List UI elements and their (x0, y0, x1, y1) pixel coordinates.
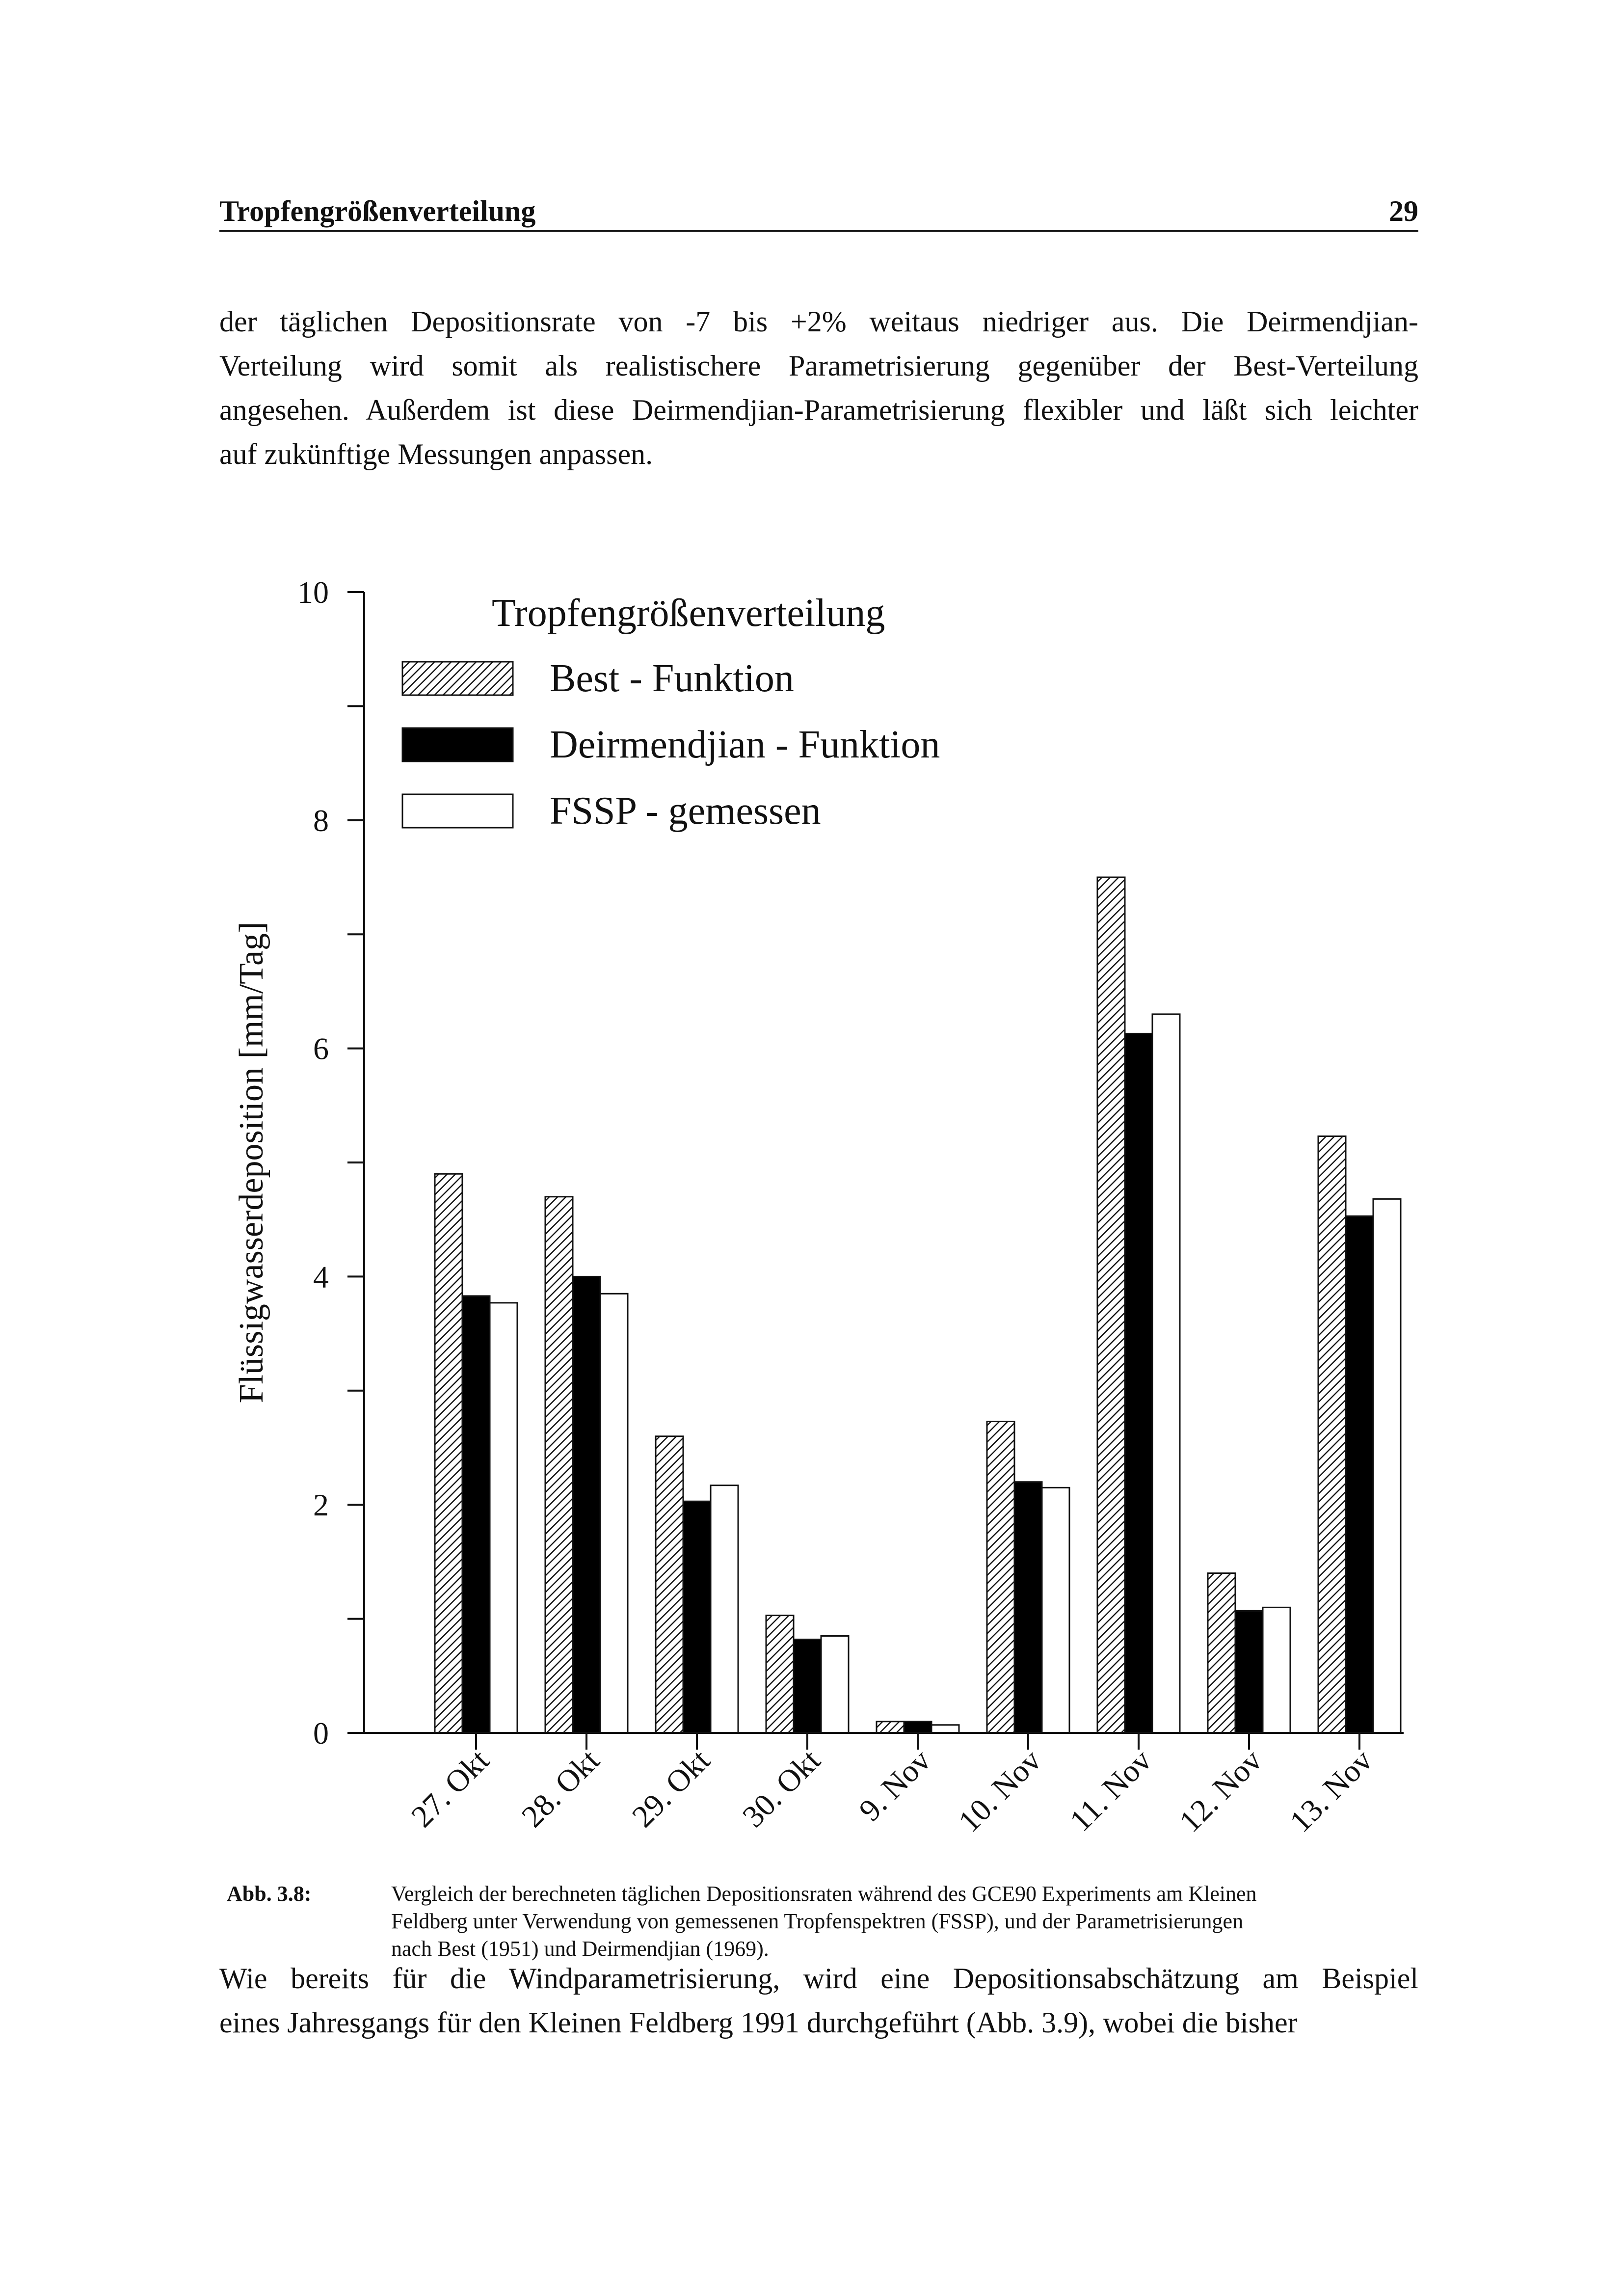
bar-chart (206, 565, 1433, 1841)
figure-label: Abb. 3.8: (227, 1882, 312, 1906)
bar-fssp (490, 1303, 517, 1733)
x-tick-label: 29. Okt (625, 1742, 717, 1834)
text-line: eines Jahresgangs für den Kleinen Feldberg 1991 durchgeführt (Abb. 3.9), wobei die bisher (219, 2006, 1298, 2039)
text-line: Verteilung wird somit als realistischere Parametrisierung gegenüber der Best-Verteilung (219, 350, 1418, 382)
y-tick-label: 6 (313, 1031, 329, 1066)
y-tick-label: 0 (313, 1716, 329, 1751)
bar-deirmendjian (1125, 1033, 1152, 1733)
bar-fssp (1263, 1607, 1290, 1733)
chart-title: Tropfengrößenverteilung (492, 592, 885, 635)
caption-line: Feldberg unter Verwendung von gemessenen Tropfenspektren (FSSP), und der Parametrisierungen (391, 1909, 1244, 1933)
bar-best (877, 1722, 904, 1733)
bar-deirmendjian (904, 1722, 931, 1733)
bar-best (987, 1422, 1014, 1733)
x-tick-label: 11. Nov (1063, 1742, 1158, 1838)
bar-best (545, 1197, 573, 1733)
figure-caption (391, 1880, 1419, 1963)
bar-deirmendjian (1014, 1482, 1042, 1733)
x-tick-label: 30. Okt (735, 1742, 827, 1834)
y-tick-label: 4 (313, 1259, 329, 1295)
x-tick-label: 13. Nov (1282, 1742, 1379, 1839)
bar-best (1208, 1573, 1235, 1733)
page-number: 29 (1389, 195, 1418, 227)
bar-fssp (1152, 1014, 1180, 1733)
bar-deirmendjian (462, 1296, 490, 1733)
legend-label: Best - Funktion (550, 657, 794, 700)
y-tick-label: 10 (297, 575, 329, 610)
bar-deirmendjian (794, 1639, 821, 1733)
bar-best (435, 1174, 462, 1733)
legend-swatch (402, 794, 513, 828)
legend-label: FSSP - gemessen (550, 789, 821, 833)
y-axis-label: Flüssigwasserdeposition [mm/Tag] (233, 921, 270, 1404)
paragraph-top (219, 299, 1418, 476)
bar-best (766, 1616, 794, 1733)
text-line: angesehen. Außerdem ist diese Deirmendjian-Parametrisierung flexibler und läßt sich leichter (219, 394, 1418, 426)
x-tick-label: 9. Nov (852, 1742, 937, 1828)
y-tick-label: 8 (313, 803, 329, 838)
x-tick-label: 10. Nov (951, 1742, 1048, 1839)
text-line: Wie bereits für die Windparametrisierung, wird eine Depositionsabschätzung am Beispiel (219, 1962, 1418, 1995)
paragraph-bottom (219, 1956, 1418, 2045)
caption-line: Vergleich der berechneten täglichen Depositionsraten während des GCE90 Experiments am Kleinen (391, 1882, 1257, 1906)
y-tick-label: 2 (313, 1487, 329, 1523)
bar-deirmendjian (683, 1501, 711, 1733)
text-line: der täglichen Depositionsrate von -7 bis +2% weitaus niedriger aus. Die Deirmendjian- (219, 305, 1418, 338)
bar-fssp (1373, 1199, 1401, 1733)
bar-fssp (600, 1294, 628, 1733)
x-tick-label: 27. Okt (404, 1742, 496, 1834)
bar-fssp (1042, 1487, 1069, 1733)
bar-deirmendjian (1346, 1216, 1373, 1733)
bar-best (656, 1436, 683, 1733)
legend-label: Deirmendjian - Funktion (550, 723, 940, 766)
bar-fssp (821, 1636, 849, 1733)
x-tick-label: 12. Nov (1172, 1742, 1269, 1839)
bar-best (1318, 1136, 1346, 1733)
bar-best (1097, 877, 1125, 1733)
bar-deirmendjian (1235, 1611, 1263, 1733)
running-header (219, 194, 1418, 232)
caption-line: nach Best (1951) und Deirmendjian (1969). (391, 1937, 769, 1961)
bar-fssp (711, 1486, 738, 1733)
bar-deirmendjian (573, 1276, 600, 1733)
legend-swatch (402, 728, 513, 761)
bar-fssp (931, 1725, 959, 1733)
legend-swatch (402, 662, 513, 695)
text-line: auf zukünftige Messungen anpassen. (219, 438, 653, 470)
x-tick-label: 28. Okt (514, 1742, 606, 1834)
section-title: Tropfengrößenverteilung (219, 195, 536, 227)
